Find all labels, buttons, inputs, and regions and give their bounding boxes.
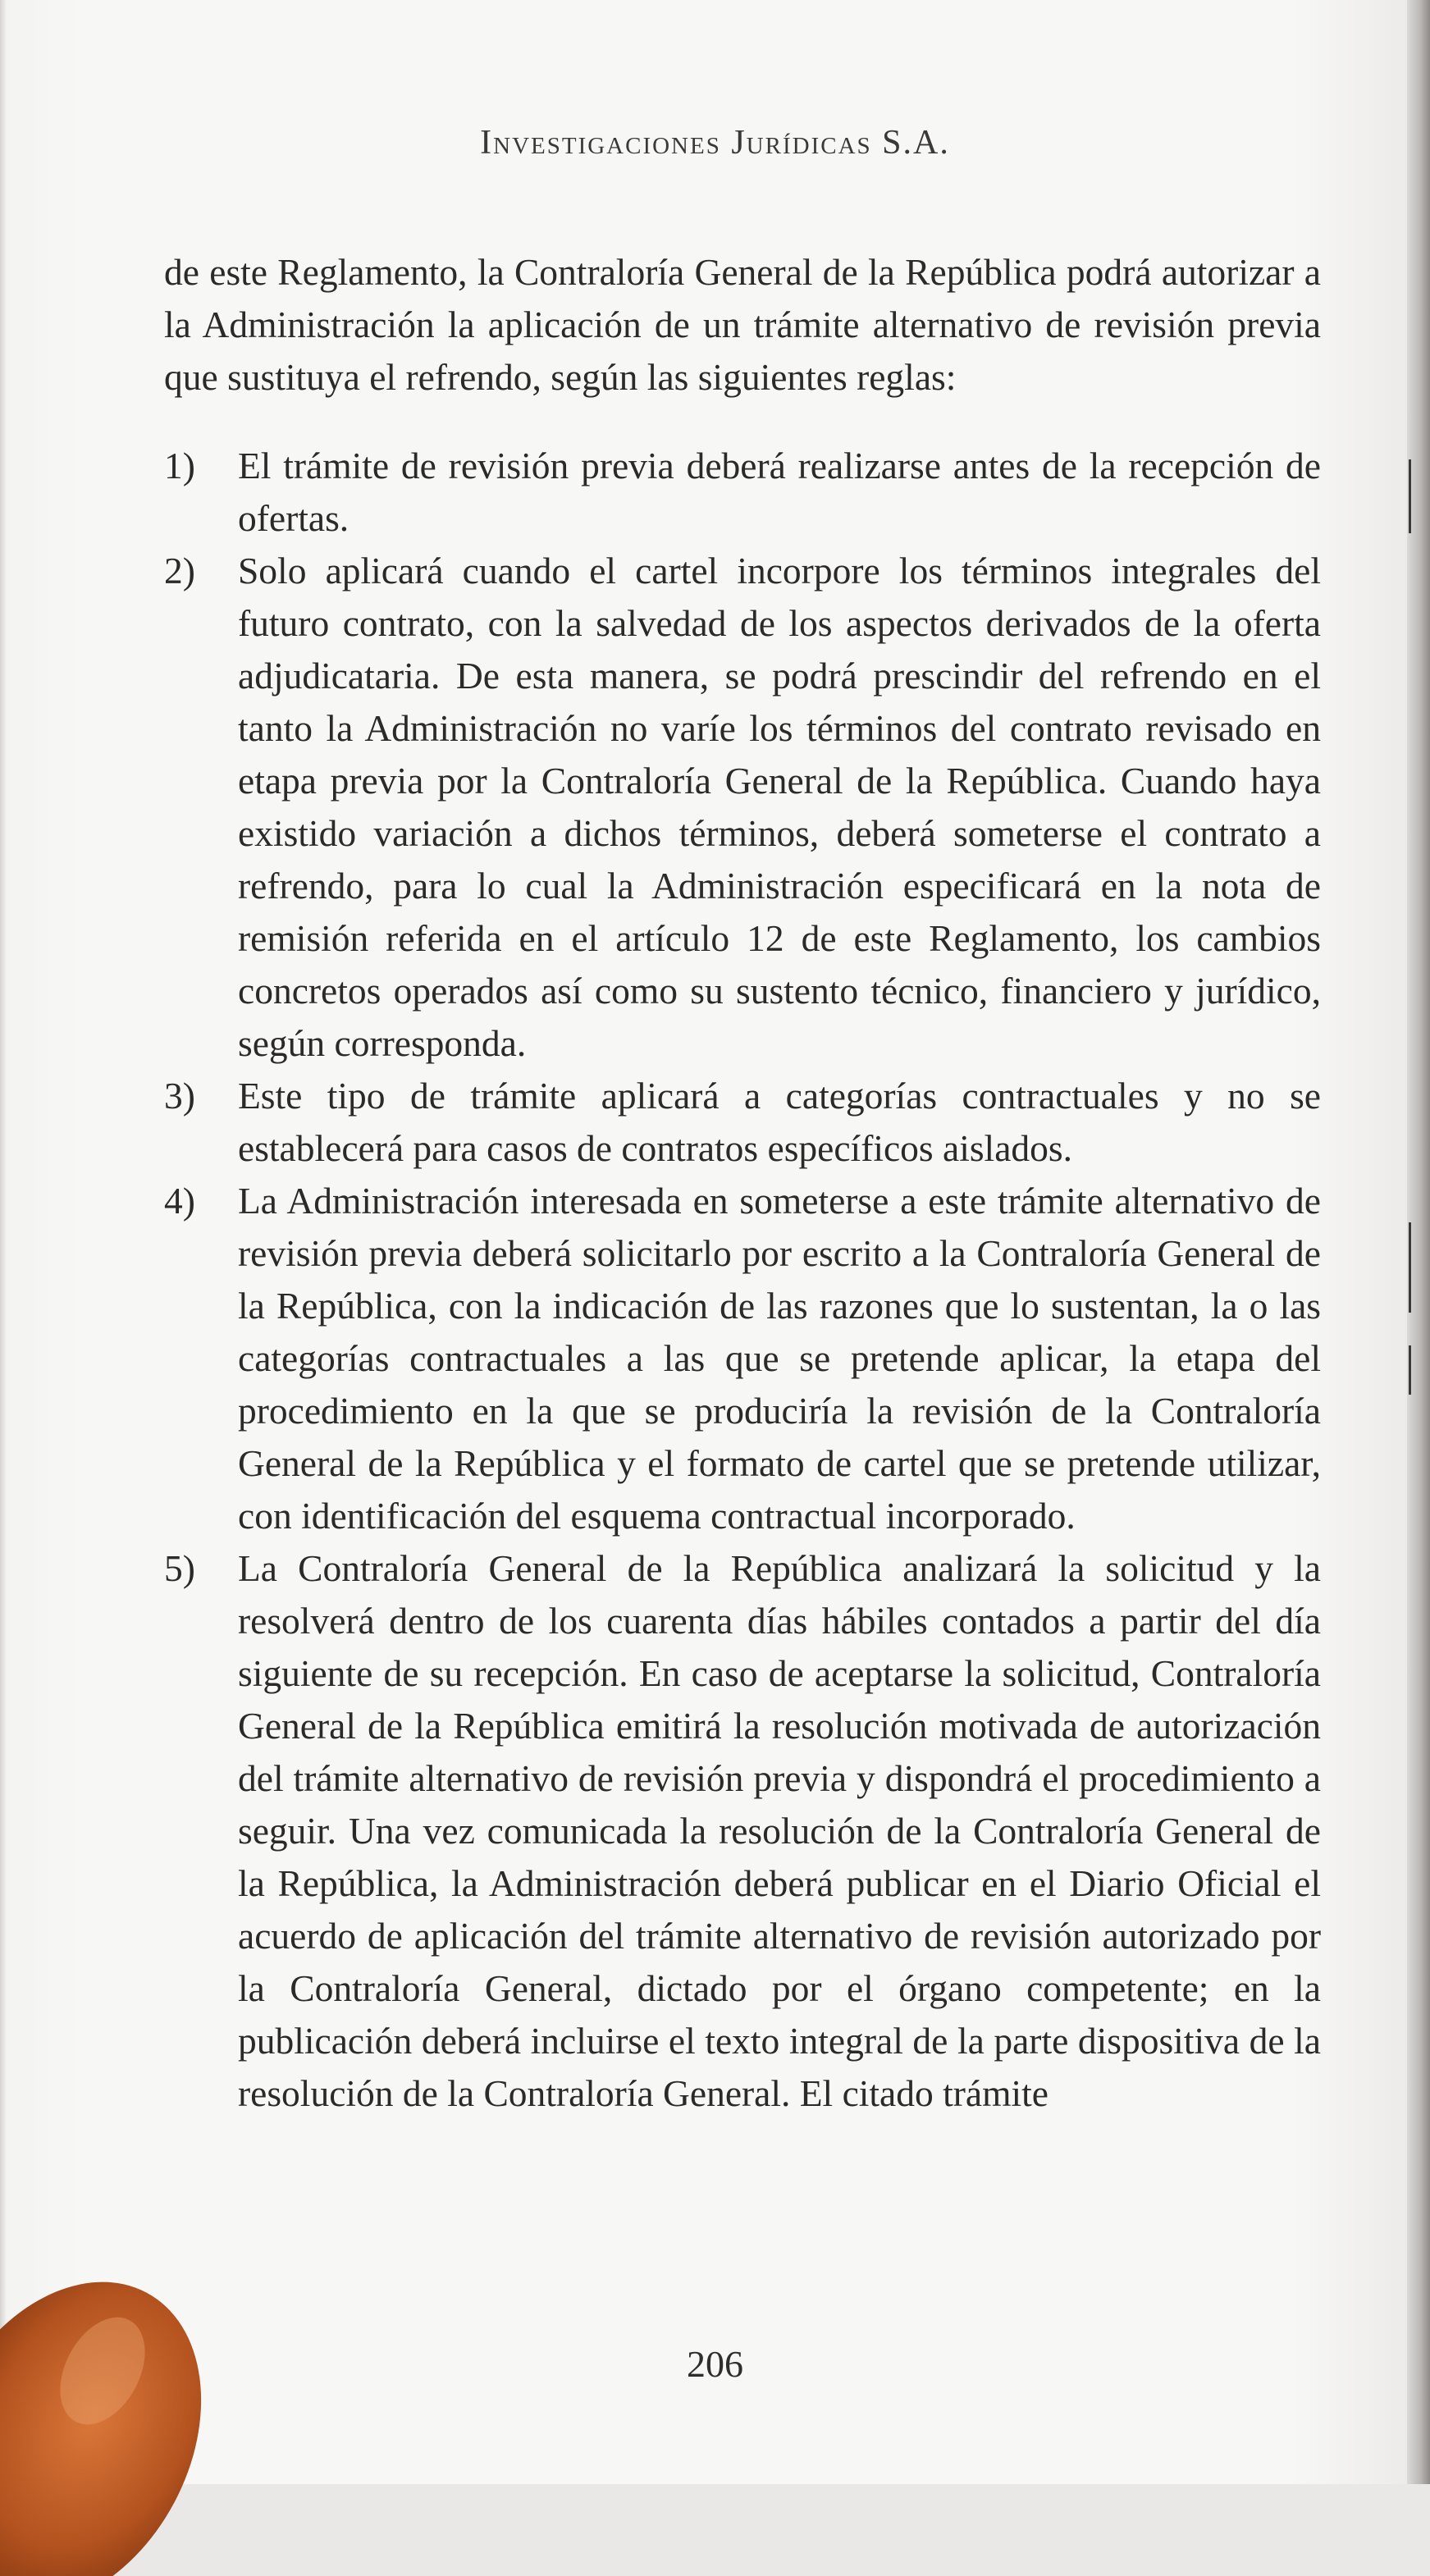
list-item-number: 4) — [164, 1180, 195, 1222]
list-item-text: Solo aplicará cuando el cartel incorpore los términos integrales del futuro contrato, con la salvedad de los aspectos derivados de la oferta adjudicataria. De esta manera, se podrá prescindir del refrendo en el tanto la Administración no varíe los términos del contrato revisado en etapa previa por la Contraloría General de la República. Cuando haya existido variación a dichos términos, deberá someterse el contrato a refrendo, para lo cual la Administración especificará en la nota de remisión referida en el artículo 12 de este Reglamento, los cambios concretos operados así como su sustento técnico, financiero y jurídico, según corresponda. — [238, 550, 1321, 1064]
list-item-text: El trámite de revisión previa deberá realizarse antes de la recepción de ofertas. — [238, 445, 1321, 539]
list-item-text: Este tipo de trámite aplicará a categorías contractuales y no se establecerá para casos de contratos específicos aislados. — [238, 1075, 1321, 1169]
list-item-number: 3) — [164, 1075, 195, 1117]
list-item-number: 2) — [164, 550, 195, 591]
list-item — [164, 1542, 1321, 2120]
intro-paragraph: de este Reglamento, la Contraloría General de la República podrá autorizar a la Administración la aplicación de un trámite alternativo de revisión previa que sustituya el refrendo, según las siguientes reglas: — [164, 251, 1321, 398]
edge-mark — [1409, 459, 1411, 533]
list-item-number: 1) — [164, 445, 195, 486]
page-right-edge — [1407, 0, 1430, 2484]
list-item-text: La Administración interesada en someterse a este trámite alternativo de revisión previa deberá solicitarlo por escrito a la Contraloría General de la República, con la indicación de las razones que lo sustentan, la o las categorías contractuales a las que se pretende aplicar, la etapa del procedimiento en la que se produciría la revisión de la Contraloría General de la República y el formato de cartel que se pretende utilizar, con identificación del esquema contractual incorporado. — [238, 1180, 1321, 1537]
running-head: Investigaciones Jurídicas S.A. — [480, 124, 950, 162]
list-item-text: La Contraloría General de la República analizará la solicitud y la resolverá dentro de los cuarenta días hábiles contados a partir del día siguiente de su recepción. En caso de aceptarse la solicitud, Contraloría General de la República emitirá la resolución motivada de autorización del trámite alternativo de revisión previa y dispondrá el procedimiento a seguir. Una vez comunicada la resolución de la Contraloría General de la República, la Administración deberá publicar en el Diario Oficial el acuerdo de aplicación del trámite alternativo de revisión autorizado por la Contraloría General, dictado por el órgano competente; en la publicación deberá incluirse el texto integral de la parte dispositiva de la resolución de la Contraloría General. El citado trámite — [238, 1547, 1321, 2114]
list-item-number: 5) — [164, 1547, 195, 1589]
body-text — [164, 246, 1321, 2120]
list-item — [164, 1070, 1321, 1175]
list-item — [164, 1175, 1321, 1542]
list-item — [164, 440, 1321, 545]
edge-mark — [1409, 1345, 1411, 1395]
edge-mark — [1409, 1222, 1411, 1313]
page-left-shadow — [0, 0, 7, 2484]
page-number: 206 — [687, 2343, 743, 2385]
thumb-image — [0, 2231, 246, 2576]
list-item — [164, 545, 1321, 1070]
rules-list — [164, 440, 1321, 2120]
